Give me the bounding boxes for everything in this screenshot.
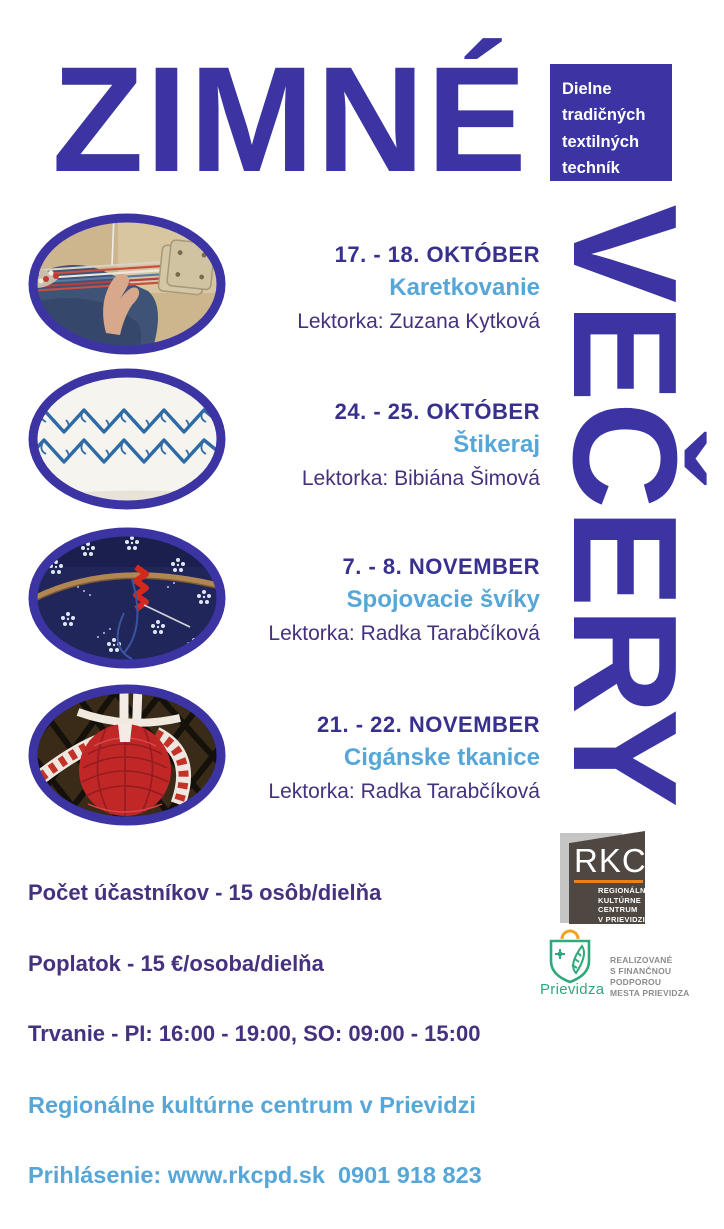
fee-line: Poplatok - 15 €/osoba/dielňa	[28, 950, 324, 976]
prievidza-logo	[540, 933, 720, 1013]
page-title-vertical: VEČERY	[542, 204, 707, 808]
venue-line: Regionálne kultúrne centrum v Prievidzi	[28, 1091, 476, 1118]
badge-line: textilných	[562, 132, 640, 151]
workshop-entry	[302, 395, 540, 495]
rkc-logo-acronym: RKC	[574, 842, 647, 879]
workshop-date: 24. - 25. OKTÓBER	[334, 399, 540, 424]
page-title: ZIMNÉ	[52, 35, 529, 203]
workshop-entry	[268, 708, 540, 808]
workshop-name: Spojovacie švíky	[346, 586, 540, 613]
rkc-logo-rule	[574, 880, 643, 883]
duration-line: Trvanie - PI: 16:00 - 19:00, SO: 09:00 - 15:00	[28, 1021, 481, 1046]
workshop-lecturer: Lektorka: Radka Tarabčíková	[268, 780, 540, 803]
prievidza-logo-name: Prievidza	[540, 981, 605, 998]
registration-line: Prihlásenie: www.rkcpd.sk 0901 918 823	[28, 1162, 482, 1188]
card-weaving-photo	[28, 213, 226, 355]
participants-line: Počet účastníkov - 15 osôb/dielňa	[28, 880, 382, 905]
workshop-entry	[268, 550, 540, 650]
prievidza-crest-icon	[540, 933, 600, 985]
workshop-lecturer: Lektorka: Zuzana Kytková	[297, 310, 540, 333]
red-yarn-basket-photo	[28, 684, 226, 826]
workshop-lecturer: Lektorka: Radka Tarabčíková	[268, 622, 540, 645]
blue-embroidery-photo	[28, 368, 226, 510]
workshop-name: Cigánske tkanice	[343, 744, 540, 771]
workshop-name: Karetkovanie	[389, 274, 540, 301]
workshop-date: 21. - 22. NOVEMBER	[317, 712, 540, 737]
badge-line: tradičných	[562, 106, 646, 125]
workshop-lecturer: Lektorka: Bibiána Šimová	[301, 467, 540, 490]
rkc-logo	[558, 831, 668, 931]
city-support-caption: REALIZOVANÉ S FINANČNOU PODPOROU MESTA PRIEVIDZA	[610, 955, 690, 998]
workshop-name: Štikeraj	[453, 431, 540, 458]
workshop-date: 7. - 8. NOVEMBER	[342, 554, 540, 579]
blueprint-stitching-photo	[28, 527, 226, 669]
info-block	[28, 840, 482, 1229]
subtitle-badge	[550, 64, 672, 181]
workshop-date: 17. - 18. OKTÓBER	[334, 242, 540, 267]
badge-line: techník	[562, 159, 620, 178]
rkc-logo-caption: REGIONÁLNE KULTÚRNE CENTRUM V PRIEVIDZI	[598, 886, 652, 924]
badge-line: Dielne	[562, 80, 612, 98]
workshop-entry	[297, 238, 540, 338]
